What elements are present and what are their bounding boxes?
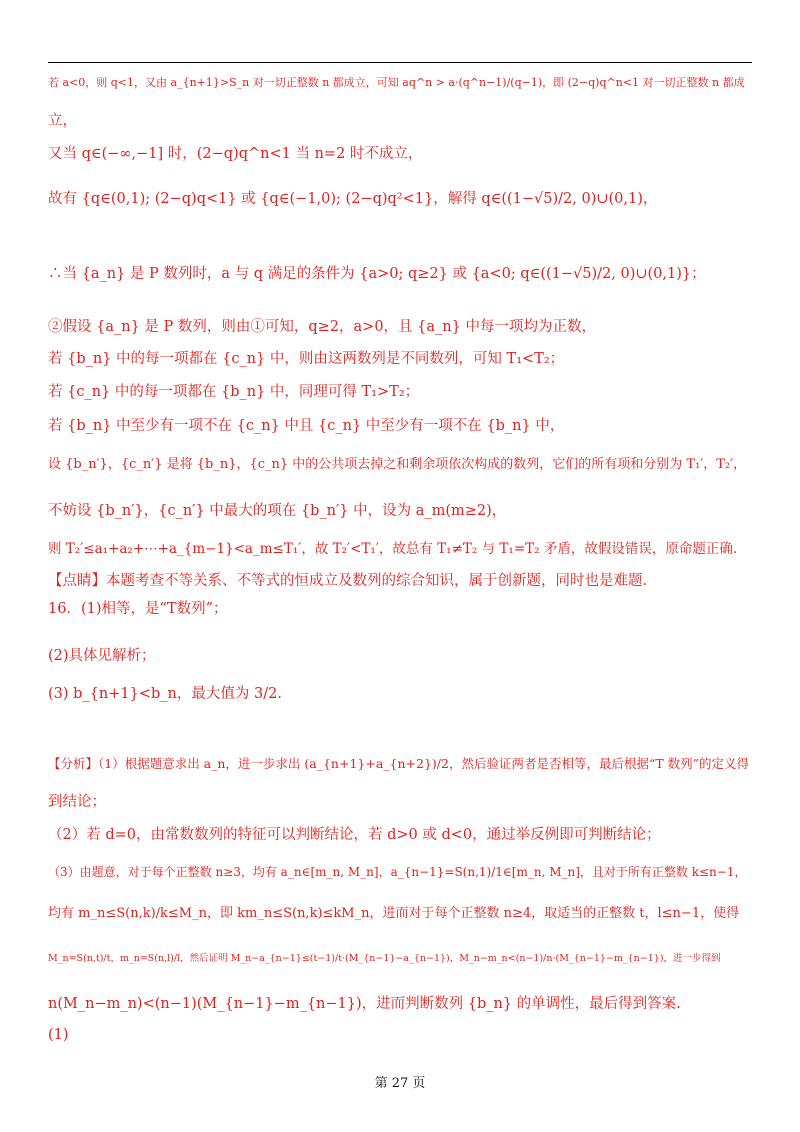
text-line-23: n(M_n−m_n)<(n−1)(M_{n−1}−m_{n−1})，进而判断数列 {b_n} 的单调性，最后得到答案.	[48, 996, 681, 1012]
page-number: 第 27 页	[374, 1076, 426, 1091]
text-line-17: 【分析】（1）根据题意求出 a_n，进一步求出 (a_{n+1}+a_{n+2})/2，然后验证两者是否相等，最后根据“T 数列”的定义得	[48, 756, 750, 771]
text-line-10: 设 {b_n′}，{c_n′} 是将 {b_n}，{c_n} 中的公共项去掉之和剩余项依次构成的数列，它们的所有项和分别为 T₁′，T₂′，	[48, 457, 747, 472]
text-line-4: 故有 {q∈(0,1); (2−q)q<1} 或 {q∈(−1,0); (2−q)q²<1}，解得 q∈((1−√5)/2, 0)∪(0,1)，	[48, 191, 658, 207]
text-line-16: (3) b_{n+1}<b_n，最大值为 3/2.	[48, 686, 282, 702]
text-line-2: 立，	[48, 113, 77, 129]
text-line-14: 16．(1)相等，是“T数列”；	[48, 601, 228, 617]
text-line-18: 到结论；	[48, 794, 106, 810]
text-line-19: （2）若 d=0，由常数数列的特征可以判断结论，若 d>0 或 d<0，通过举反例即可判断结论；	[48, 827, 661, 843]
text-line-3: 又当 q∈(−∞,−1] 时，(2−q)q^n<1 当 n=2 时不成立，	[48, 146, 423, 162]
text-line-1: 若 a<0，则 q<1，又由 a_{n+1}>S_n 对一切正整数 n 都成立，可知 aq^n > a·(q^n−1)/(q−1)，即 (2−q)q^n<1 对一切正整数 n 都成	[48, 76, 745, 89]
header-rule	[48, 62, 752, 63]
text-line-24: (1)	[48, 1027, 69, 1043]
text-line-13: 【点睛】本题考查不等关系、不等式的恒成立及数列的综合知识，属于创新题，同时也是难题.	[48, 573, 648, 589]
text-line-8: 若 {c_n} 中的每一项都在 {b_n} 中，同理可得 T₁>T₂；	[48, 384, 420, 400]
text-line-12: 则 T₂′≤a₁+a₂+⋯+a_{m−1}<a_m≤T₁′，故 T₂′<T₁′，故总有 T₁≠T₂ 与 T₁=T₂ 矛盾，故假设错误，原命题正确.	[48, 541, 738, 557]
text-line-11: 不妨设 {b_n′}，{c_n′} 中最大的项在 {b_n′} 中，设为 a_m(m≥2)，	[48, 503, 507, 519]
text-line-22: M_n=S(n,t)/t，m_n=S(n,l)/l，然后证明 M_n−a_{n−1}≤(t−1)/t·(M_{n−1}−a_{n−1})，M_n−m_n<(n−1)/n·(M_{n−1}−m_{n−1})，进一步得到	[48, 953, 721, 964]
text-line-6: ②假设 {a_n} 是 P 数列，则由①可知，q≥2，a>0，且 {a_n} 中每一项均为正数，	[48, 319, 596, 335]
text-line-21: 均有 m_n≤S(n,k)/k≤M_n，即 km_n≤S(n,k)≤kM_n，进而对于每个正整数 n≥4，取适当的正整数 t，l≤n−1，使得	[48, 906, 740, 921]
text-line-5: ∴当 {a_n} 是 P 数列时，a 与 q 满足的条件为 {a>0; q≥2} 或 {a<0; q∈((1−√5)/2, 0)∪(0,1)}；	[48, 266, 706, 282]
text-line-15: (2)具体见解析；	[48, 648, 156, 664]
text-line-7: 若 {b_n} 中的每一项都在 {c_n} 中，则由这两数列是不同数列，可知 T₁<T₂；	[48, 351, 565, 367]
text-line-20: （3）由题意，对于每个正整数 n≥3，均有 a_n∈[m_n, M_n]，a_{n−1}=S(n,1)/1∈[m_n, M_n]，且对于所有正整数 k≤n−1，	[48, 865, 747, 879]
text-line-9: 若 {b_n} 中至少有一项不在 {c_n} 中且 {c_n} 中至少有一项不在 {b_n} 中，	[48, 418, 565, 434]
